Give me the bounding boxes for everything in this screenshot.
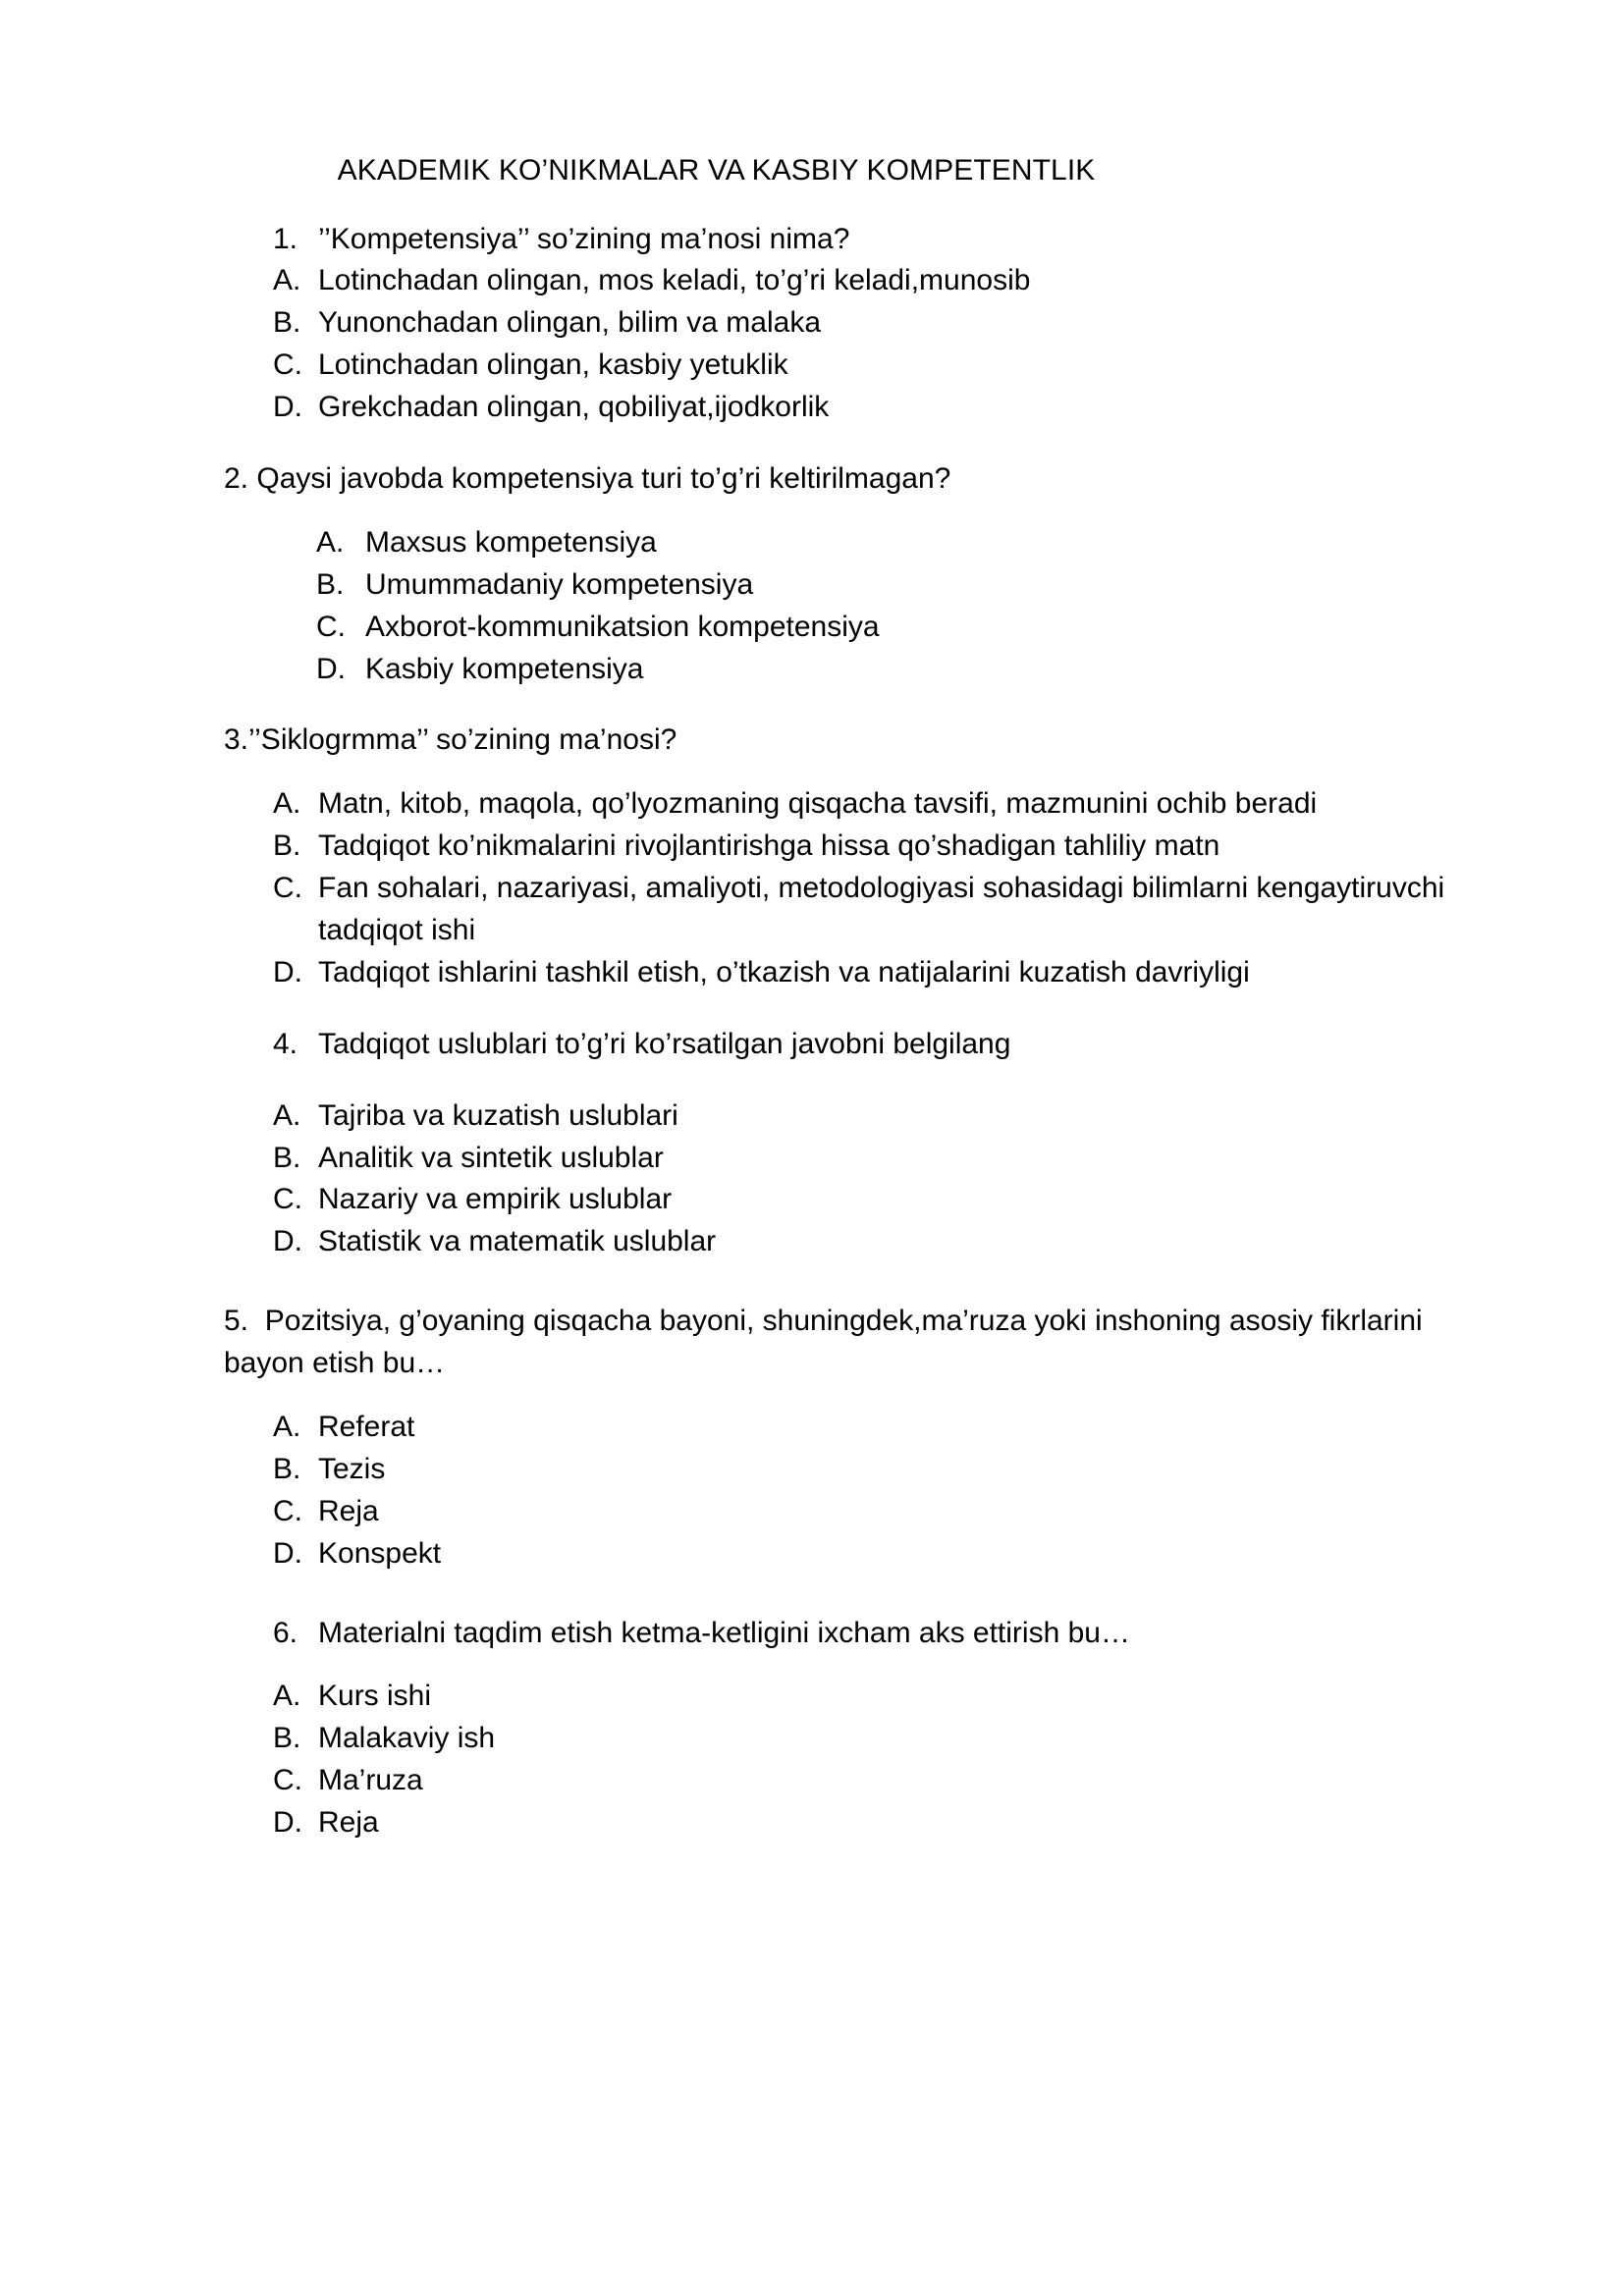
question-1-option-b[interactable] <box>273 302 1477 345</box>
option-label: Matn, kitob, maqola, qo’lyozmaning qisqacha tavsifi, mazmunini ochib beradi <box>318 787 1318 821</box>
question-6-number: 6. <box>273 1616 298 1649</box>
option-marker: D. <box>273 1536 302 1570</box>
option-label: Tajriba va kuzatish uslublari <box>318 1098 678 1132</box>
spacer <box>0 1263 1624 1301</box>
question-1-number: 1. <box>273 222 298 255</box>
spacer <box>0 429 1624 458</box>
spacer <box>0 1575 1624 1613</box>
option-label: Kurs ishi <box>318 1680 432 1713</box>
option-marker: C. <box>316 610 346 643</box>
question-2-text: 2. Qaysi javobda kompetensiya turi to’g’ri keltirilmagan? <box>224 461 951 495</box>
option-marker: A. <box>316 525 345 559</box>
option-label: Reja <box>318 1494 379 1527</box>
option-marker: D. <box>273 1806 302 1840</box>
question-4-number: 4. <box>273 1027 298 1060</box>
question-1-text: ’’Kompetensiya’’ so’zining ma’nosi nima? <box>318 222 850 255</box>
option-marker: D. <box>273 1225 302 1258</box>
question-6-text: Materialni taqdim etish ketma-ketligini ixcham aks ettirish bu… <box>318 1616 1130 1649</box>
spacer <box>0 690 1624 720</box>
spacer <box>0 189 1624 219</box>
option-marker: A. <box>273 264 301 297</box>
option-marker: C. <box>273 872 302 905</box>
question-4-option-b[interactable] <box>273 1138 1477 1180</box>
spacer <box>0 994 1624 1024</box>
option-marker: A. <box>273 1098 301 1132</box>
question-3-option-a[interactable] <box>273 783 1477 826</box>
option-marker: B. <box>273 1722 301 1755</box>
option-label: Yunonchadan olingan, bilim va malaka <box>318 306 822 340</box>
question-4-option-a[interactable] <box>273 1095 1477 1138</box>
option-label: Lotinchadan olingan, kasbiy yetuklik <box>318 348 788 382</box>
option-marker: C. <box>273 1183 302 1216</box>
option-label: Tadqiqot ko’nikmalarini rivojlantirishga hissa qo’shadigan tahliliy matn <box>318 829 1220 863</box>
option-label: Umummadaniy kompetensiya <box>365 567 754 601</box>
option-label: Ma’ruza <box>318 1764 423 1797</box>
option-label: Kasbiy kompetensiya <box>365 652 644 685</box>
question-2-option-a[interactable] <box>316 522 1477 564</box>
spacer <box>0 1385 1624 1407</box>
option-marker: D. <box>273 391 302 424</box>
option-marker: A. <box>273 787 301 821</box>
option-label: Statistik va matematik uslublar <box>318 1225 717 1258</box>
question-6-option-c[interactable] <box>273 1760 1477 1802</box>
question-2-option-c[interactable] <box>316 607 1477 649</box>
option-label: Analitik va sintetik uslublar <box>318 1141 664 1174</box>
option-label: Tadqiqot ishlarini tashkil etish, o’tkazish va natijalarini kuzatish davriyligi <box>318 955 1250 988</box>
option-label: Maxsus kompetensiya <box>365 525 657 559</box>
page-title: AKADEMIK KO’NIKMALAR VA KASBIY KOMPETENTLIK <box>337 154 1096 187</box>
option-label: Nazariy va empirik uslublar <box>318 1183 673 1216</box>
option-label: Tezis <box>318 1452 386 1485</box>
question-4-option-d[interactable] <box>273 1221 1477 1263</box>
option-marker: A. <box>273 1680 301 1713</box>
question-3-option-d[interactable] <box>273 952 1477 994</box>
question-1-option-d[interactable] <box>273 387 1477 429</box>
option-marker: B. <box>273 1452 301 1485</box>
option-label: Referat <box>318 1410 415 1443</box>
option-marker: B. <box>316 567 345 601</box>
question-4-text: Tadqiqot uslublari to’g’ri ko’rsatilgan javobni belgilang <box>318 1027 1011 1060</box>
question-3-option-c[interactable] <box>273 868 1477 952</box>
question-2-option-b[interactable] <box>316 564 1477 607</box>
option-marker: C. <box>273 1494 302 1527</box>
option-label: Axborot-kommunikatsion kompetensiya <box>365 610 880 643</box>
option-marker: A. <box>273 1410 301 1443</box>
question-6-option-b[interactable] <box>273 1718 1477 1760</box>
question-6-row <box>273 1613 1477 1655</box>
option-marker: B. <box>273 306 301 340</box>
spacer <box>0 1654 1624 1676</box>
option-marker: D. <box>316 652 346 685</box>
question-1-option-a[interactable] <box>273 260 1477 302</box>
question-4-row <box>273 1024 1477 1066</box>
question-5-text: 5. Pozitsiya, g’oyaning qisqacha bayoni, shuningdek,ma’ruza yoki inshoning asosiy fikrlarini bayon etish bu… <box>224 1305 1432 1380</box>
question-6-option-d[interactable] <box>273 1802 1477 1844</box>
option-marker: C. <box>273 348 302 382</box>
question-4-option-c[interactable] <box>273 1179 1477 1221</box>
question-1-option-c[interactable] <box>273 345 1477 387</box>
spacer <box>0 501 1624 522</box>
option-marker: B. <box>273 829 301 863</box>
question-5-option-c[interactable] <box>273 1491 1477 1533</box>
option-label: Fan sohalari, nazariyasi, amaliyoti, metodologiyasi sohasidagi bilimlarni kengaytiruvchi tadqiqot ishi <box>318 872 1445 946</box>
question-3-option-b[interactable] <box>273 826 1477 868</box>
option-marker: C. <box>273 1764 302 1797</box>
option-label: Grekchadan olingan, qobiliyat,ijodkorlik <box>318 391 830 424</box>
option-label: Malakaviy ish <box>318 1722 496 1755</box>
spacer <box>0 1066 1624 1095</box>
option-label: Lotinchadan olingan, mos keladi, to’g’ri keladi,munosib <box>318 264 1031 297</box>
spacer <box>0 762 1624 783</box>
question-2-option-d[interactable] <box>316 649 1477 691</box>
question-1-row <box>273 219 1477 261</box>
option-label: Reja <box>318 1806 379 1840</box>
question-3-text: 3.’’Siklogrmma’’ so’zining ma’nosi? <box>224 723 677 757</box>
question-6-option-a[interactable] <box>273 1676 1477 1718</box>
question-5-option-d[interactable] <box>273 1533 1477 1575</box>
option-marker: D. <box>273 955 302 988</box>
option-label: Konspekt <box>318 1536 442 1570</box>
question-5-option-a[interactable] <box>273 1407 1477 1449</box>
option-marker: B. <box>273 1141 301 1174</box>
question-5-option-b[interactable] <box>273 1449 1477 1491</box>
